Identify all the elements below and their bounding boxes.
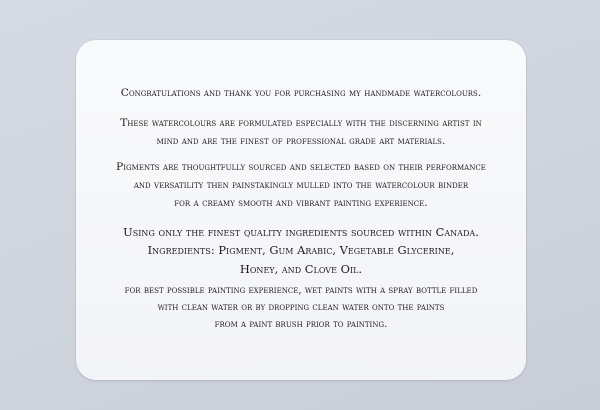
- ingredients-paragraph: [76, 223, 526, 278]
- text-line: and versatility then painstakingly mulled into the watercolour binder: [133, 178, 469, 191]
- text-line: Using only the finest quality ingredients sourced within Canada.: [123, 225, 479, 239]
- text-line: for a creamy smooth and vibrant painting experience.: [174, 196, 428, 209]
- text-line: Congratulations and thank you for purchasing my handmade watercolours.: [120, 87, 482, 99]
- text-line: from a paint brush prior to painting.: [214, 319, 388, 331]
- text-line: Honey, and Clove Oil.: [239, 261, 363, 276]
- text-line: Ingredients: Pigment, Gum Arabic, Vegetable Glycerine,: [147, 243, 455, 258]
- thank-you-paragraph: [76, 85, 526, 103]
- usage-instructions-paragraph: [76, 282, 526, 333]
- pigments-paragraph: [76, 159, 526, 212]
- text-line: These watercolours are formulated especially with the discerning artist in: [120, 117, 482, 129]
- instruction-card: [76, 40, 526, 380]
- text-line: Pigments are thoughtfully sourced and selected based on their performance: [116, 161, 486, 173]
- text-line: mind and are the finest of professional grade art materials.: [156, 134, 446, 147]
- text-line: with clean water or by dropping clean water onto the paints: [157, 302, 445, 314]
- formulation-paragraph: [76, 115, 526, 151]
- text-line: for best possible painting experience, wet paints with a spray bottle filled: [124, 285, 478, 296]
